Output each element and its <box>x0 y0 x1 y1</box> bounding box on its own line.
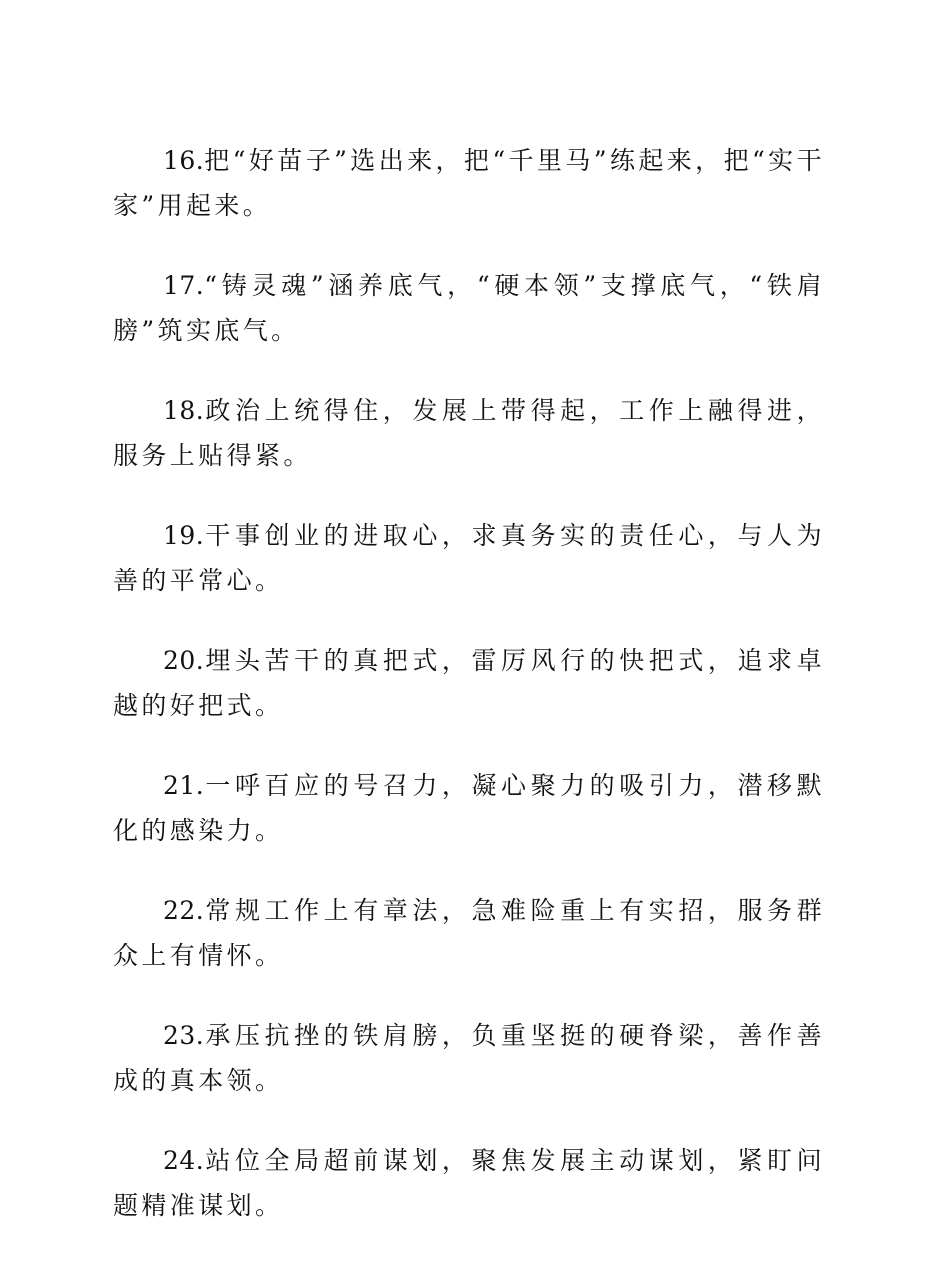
paragraph-19 <box>113 513 825 603</box>
paragraph-20 <box>113 638 825 728</box>
paragraph-text: 把“好苗子”选出来，把“千里马”练起来，把“实干家”用起来。 <box>113 146 825 220</box>
paragraph-text: 埋头苦干的真把式，雷厉风行的快把式，追求卓越的好把式。 <box>113 646 825 720</box>
paragraph-number: 20. <box>163 646 205 675</box>
paragraph-text: 一呼百应的号召力，凝心聚力的吸引力，潜移默化的感染力。 <box>113 771 825 845</box>
paragraph-text: 常规工作上有章法，急难险重上有实招，服务群众上有情怀。 <box>113 896 825 970</box>
paragraph-number: 17. <box>163 271 205 300</box>
paragraph-22 <box>113 888 825 978</box>
paragraph-text: 站位全局超前谋划，聚焦发展主动谋划，紧盯问题精准谋划。 <box>113 1146 825 1220</box>
paragraph-number: 22. <box>163 896 205 925</box>
paragraph-text: 政治上统得住，发展上带得起，工作上融得进，服务上贴得紧。 <box>113 396 825 470</box>
paragraph-number: 18. <box>163 396 205 425</box>
paragraph-number: 23. <box>163 1021 205 1050</box>
paragraph-number: 24. <box>163 1146 205 1175</box>
paragraph-24 <box>113 1138 825 1228</box>
paragraph-number: 19. <box>163 521 205 550</box>
paragraph-text: 干事创业的进取心，求真务实的责任心，与人为善的平常心。 <box>113 521 825 595</box>
document-body <box>113 138 825 1263</box>
paragraph-17 <box>113 263 825 353</box>
paragraph-16 <box>113 138 825 228</box>
paragraph-text: 承压抗挫的铁肩膀，负重坚挺的硬脊梁，善作善成的真本领。 <box>113 1021 825 1095</box>
paragraph-text: “铸灵魂”涵养底气，“硬本领”支撑底气，“铁肩膀”筑实底气。 <box>113 271 825 345</box>
paragraph-21 <box>113 763 825 853</box>
paragraph-number: 16. <box>163 146 205 175</box>
paragraph-23 <box>113 1013 825 1103</box>
paragraph-18 <box>113 388 825 478</box>
paragraph-number: 21. <box>163 771 205 800</box>
